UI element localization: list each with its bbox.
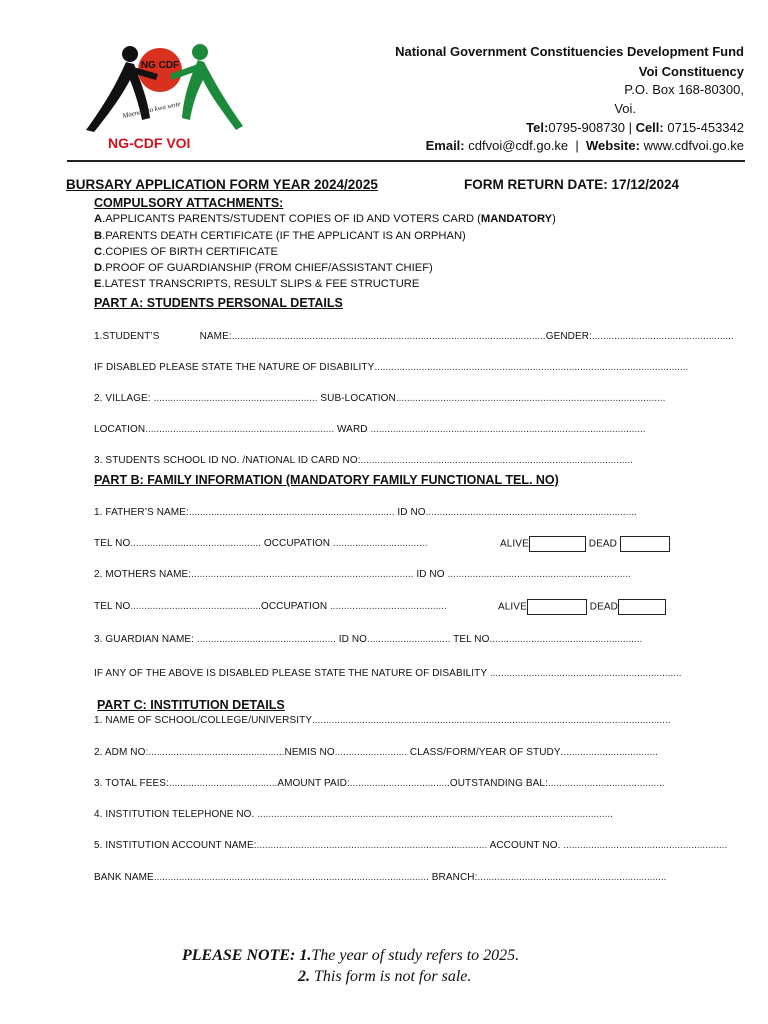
part-c-heading: PART C: INSTITUTION DETAILS <box>97 698 285 712</box>
attachment-item: D.PROOF OF GUARDIANSHIP (FROM CHIEF/ASSISTANT CHIEF) <box>94 262 433 274</box>
institution-name-field[interactable]: 1. NAME OF SCHOOL/COLLEGE/UNIVERSITY................................................................................................................................. <box>94 715 671 726</box>
email-link[interactable]: cdfvoi@cdf.go.ke <box>468 138 569 153</box>
attachments-heading: COMPULSORY ATTACHMENTS: <box>94 196 284 210</box>
logo-text: NG-CDF VOI <box>108 135 191 151</box>
father-dead-checkbox[interactable] <box>620 536 670 552</box>
contact-online: Email: cdfvoi@cdf.go.ke | Website: www.cdfvoi.go.ke <box>425 138 744 153</box>
bank-field[interactable]: BANK NAME................................................................................................... BRANCH:.................................................................... <box>94 872 667 883</box>
part-a-heading: PART A: STUDENTS PERSONAL DETAILS <box>94 296 343 310</box>
village-field[interactable]: 2. VILLAGE: ........................................................... SUB-LOCATION................................................................................................. <box>94 393 666 404</box>
father-status: ALIVE DEAD <box>500 536 670 552</box>
part-b-heading: PART B: FAMILY INFORMATION (MANDATORY FAMILY FUNCTIONAL TEL. NO) <box>94 473 559 487</box>
return-date: FORM RETURN DATE: 17/12/2024 <box>464 177 680 192</box>
header-divider <box>67 160 745 162</box>
guardian-field[interactable]: 3. GUARDIAN NAME: .................................................. ID NO.............................. TEL NO....................................................... <box>94 634 643 645</box>
mother-name-field[interactable]: 2. MOTHERS NAME:................................................................................ ID NO .................................................................. <box>94 569 631 580</box>
logo-motto: Maendeleo kwa wote <box>121 99 182 120</box>
adm-field[interactable]: 2. ADM NO:.................................................NEMIS NO.......................... CLASS/FORM/YEAR OF STUDY................................... <box>94 747 658 758</box>
po-box: P.O. Box 168-80300, <box>624 82 744 97</box>
father-alive-checkbox[interactable] <box>529 536 586 552</box>
contact-phones: Tel:0795-908730 | Cell: 0715-453342 <box>526 120 744 135</box>
mother-alive-checkbox[interactable] <box>527 599 587 615</box>
mother-tel-field[interactable]: TEL NO...............................................OCCUPATION .......................................... <box>94 601 447 612</box>
student-name-field[interactable]: 1.STUDENT’S NAME:.................................................................................................................GENDER:................................................... <box>94 331 734 342</box>
constituency-name: Voi Constituency <box>638 64 744 79</box>
account-name-field[interactable]: 5. INSTITUTION ACCOUNT NAME:................................................................................... ACCOUNT NO. ........................................................... <box>94 840 728 851</box>
please-note: PLEASE NOTE: 1.The year of study refers to 2025. <box>182 947 520 964</box>
logo-figures-icon <box>78 40 243 140</box>
institution-phone-field[interactable]: 4. INSTITUTION TELEPHONE NO. ................................................................................................................................ <box>94 809 613 820</box>
org-name: National Government Constituencies Development Fund <box>395 44 744 59</box>
location-field[interactable]: LOCATION.................................................................... WARD ................................................................................................... <box>94 424 646 435</box>
father-name-field[interactable]: 1. FATHER’S NAME:.......................................................................... ID NO............................................................................ <box>94 507 637 518</box>
website-link[interactable]: www.cdfvoi.go.ke <box>643 138 744 153</box>
student-disability-field[interactable]: IF DISABLED PLEASE STATE THE NATURE OF DISABILITY................................................................................................................. <box>94 362 689 373</box>
attachment-item: A.APPLICANTS PARENTS/STUDENT COPIES OF ID AND VOTERS CARD (MANDATORY) <box>94 213 556 225</box>
attachment-item: C.COPIES OF BIRTH CERTIFICATE <box>94 246 279 258</box>
mother-dead-checkbox[interactable] <box>618 599 666 615</box>
attachment-item: B.PARENTS DEATH CERTIFICATE (IF THE APPLICANT IS AN ORPHAN) <box>94 230 466 242</box>
mother-status: ALIVE DEAD <box>498 599 666 615</box>
form-title: BURSARY APPLICATION FORM YEAR 2024/2025 <box>66 177 378 192</box>
please-note-2: 2. This form is not for sale. <box>298 968 472 985</box>
logo-badge: NG CDF <box>140 60 180 71</box>
father-tel-field[interactable]: TEL NO............................................... OCCUPATION .................................. <box>94 538 428 549</box>
fees-field[interactable]: 3. TOTAL FEES:.......................................AMOUNT PAID:....................................OUTSTANDING BAL:.......................................... <box>94 778 665 789</box>
attachment-item: E.LATEST TRANSCRIPTS, RESULT SLIPS & FEE STRUCTURE <box>94 278 420 290</box>
family-disability-field[interactable]: IF ANY OF THE ABOVE IS DISABLED PLEASE STATE THE NATURE OF DISABILITY ..................................................................... <box>94 668 682 679</box>
town: Voi. <box>614 101 636 116</box>
school-id-field[interactable]: 3. STUDENTS SCHOOL ID NO. /NATIONAL ID CARD NO:.................................................................................................. <box>94 455 633 466</box>
ngcdf-logo <box>78 40 243 140</box>
